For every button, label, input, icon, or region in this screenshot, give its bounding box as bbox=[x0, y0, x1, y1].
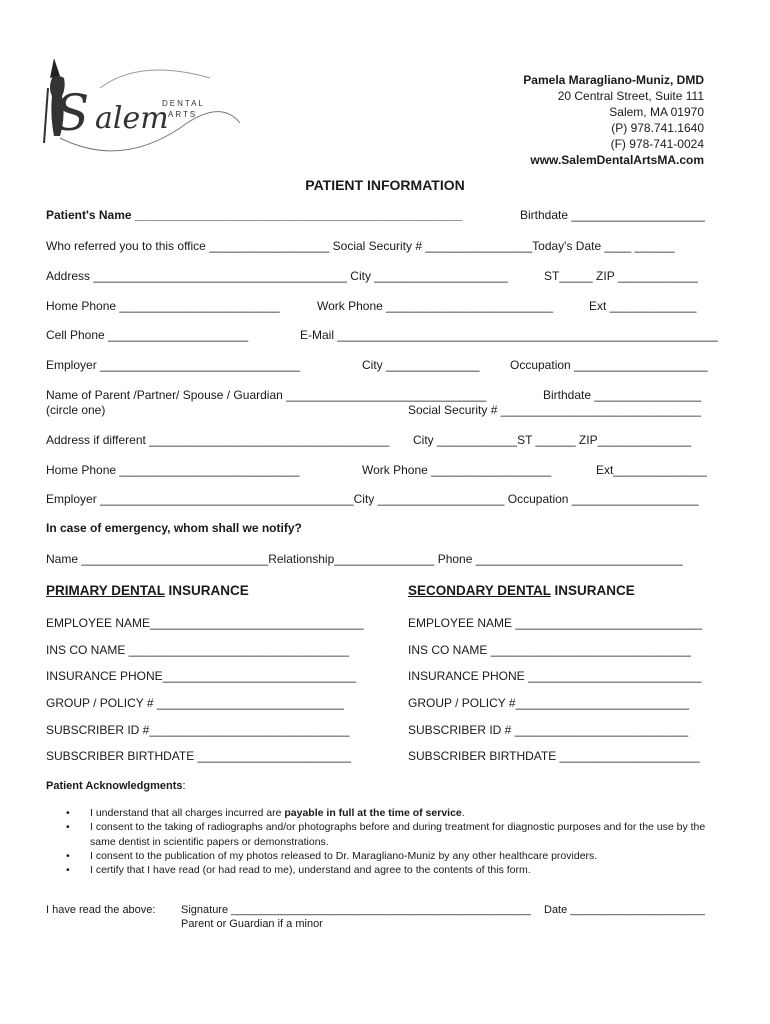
cell-phone-field[interactable]: Cell Phone _____________________ bbox=[46, 328, 249, 342]
employer-city-field[interactable]: City ______________ bbox=[362, 358, 480, 372]
acknowledgments-list bbox=[48, 806, 728, 877]
acknowledgment-item: • I consent to the taking of radiographs and/or photographs before and during treatment for diagnostic purposes and for the use by the same dentist in scientific papers or demonstrations. bbox=[48, 820, 728, 849]
acknowledgment-item: • I consent to the publication of my photos released to Dr. Maragliano-Muniz by any other healthcare providers. bbox=[48, 849, 728, 863]
guardian-ssn-field[interactable]: Social Security # ______________________________ bbox=[408, 403, 701, 417]
secondary-subscriber-birthdate-field[interactable]: SUBSCRIBER BIRTHDATE _____________________ bbox=[408, 749, 700, 763]
practice-contact-block bbox=[523, 72, 704, 168]
secondary-group-policy-field[interactable]: GROUP / POLICY #__________________________ bbox=[408, 696, 690, 710]
secondary-ins-co-name-field[interactable]: INS CO NAME ______________________________ bbox=[408, 643, 691, 657]
acknowledgments-heading: Patient Acknowledgments: bbox=[46, 780, 186, 792]
secondary-subscriber-id-field[interactable]: SUBSCRIBER ID # __________________________ bbox=[408, 723, 689, 737]
primary-ins-co-name-field[interactable]: INS CO NAME _________________________________ bbox=[46, 643, 349, 657]
primary-group-policy-field[interactable]: GROUP / POLICY # ____________________________ bbox=[46, 696, 344, 710]
doctor-name: Pamela Maragliano-Muniz, DMD bbox=[523, 73, 704, 87]
guardian-birthdate-field[interactable]: Birthdate ________________ bbox=[543, 388, 702, 402]
state-zip-field[interactable]: ST_____ ZIP ____________ bbox=[544, 269, 698, 283]
signature-date-field[interactable]: Date ______________________ bbox=[544, 904, 705, 916]
ext-field[interactable]: Ext _____________ bbox=[589, 299, 697, 313]
svg-text:ARTS: ARTS bbox=[168, 110, 198, 119]
guardian-home-phone-field[interactable]: Home Phone ___________________________ bbox=[46, 463, 300, 477]
primary-insurance-phone-field[interactable]: INSURANCE PHONE_____________________________ bbox=[46, 669, 357, 683]
primary-employee-name-field[interactable]: EMPLOYEE NAME________________________________ bbox=[46, 616, 364, 630]
work-phone-field[interactable]: Work Phone _________________________ bbox=[317, 299, 553, 313]
alt-city-state-zip-field[interactable]: City ____________ST ______ ZIP______________ bbox=[413, 433, 692, 447]
form-title: PATIENT INFORMATION bbox=[305, 177, 465, 193]
svg-text:S: S bbox=[55, 84, 90, 142]
guardian-ext-field[interactable]: Ext______________ bbox=[596, 463, 707, 477]
guardian-note: Parent or Guardian if a minor bbox=[181, 918, 323, 930]
address-if-different-field[interactable]: Address if different ____________________________________ bbox=[46, 433, 390, 447]
secondary-employee-name-field[interactable]: EMPLOYEE NAME ____________________________ bbox=[408, 616, 703, 630]
read-above-label: I have read the above: bbox=[46, 904, 156, 916]
home-phone-field[interactable]: Home Phone ________________________ bbox=[46, 299, 280, 313]
salem-dental-arts-logo bbox=[40, 48, 240, 153]
primary-insurance-heading: PRIMARY DENTAL INSURANCE bbox=[46, 583, 249, 598]
street-address: 20 Central Street, Suite 111 bbox=[557, 89, 704, 103]
phone-number: (P) 978.741.1640 bbox=[611, 121, 704, 135]
address-city-field[interactable]: Address ______________________________________ City ____________________ bbox=[46, 269, 508, 283]
employer-field[interactable]: Employer ______________________________ bbox=[46, 358, 301, 372]
fax-number: (F) 978-741-0024 bbox=[610, 137, 704, 151]
city-state-zip: Salem, MA 01970 bbox=[609, 105, 704, 119]
email-field[interactable]: E-Mail _________________________________________________________ bbox=[300, 328, 718, 342]
guardian-employer-row[interactable]: Employer ______________________________________City ___________________ Occupation ___________________ bbox=[46, 492, 699, 506]
circle-one-note: (circle one) bbox=[46, 403, 106, 417]
patient-name-field[interactable]: Patient's Name _________________________________________________ bbox=[46, 208, 462, 222]
acknowledgment-item: • I understand that all charges incurred are payable in full at the time of service. bbox=[48, 806, 728, 820]
occupation-field[interactable]: Occupation ____________________ bbox=[510, 358, 708, 372]
guardian-name-field[interactable]: Name of Parent /Partner/ Spouse / Guardian ______________________________ bbox=[46, 388, 487, 402]
referral-ssn-date-row[interactable]: Who referred you to this office __________________ Social Security # ________________Today's Date ____ ______ bbox=[46, 239, 675, 253]
svg-text:alem: alem bbox=[95, 101, 169, 136]
guardian-work-phone-field[interactable]: Work Phone __________________ bbox=[362, 463, 552, 477]
acknowledgment-item: • I certify that I have read (or had read to me), understand and agree to the contents of this form. bbox=[48, 863, 728, 877]
svg-text:DENTAL: DENTAL bbox=[162, 99, 205, 108]
emergency-contact-row[interactable]: Name ____________________________Relationship_______________ Phone _______________________________ bbox=[46, 552, 683, 566]
website-link[interactable]: www.SalemDentalArtsMA.com bbox=[530, 153, 704, 167]
secondary-insurance-phone-field[interactable]: INSURANCE PHONE __________________________ bbox=[408, 669, 702, 683]
emergency-heading: In case of emergency, whom shall we notify? bbox=[46, 521, 302, 535]
logo-graphic bbox=[40, 48, 240, 153]
signature-field[interactable]: Signature _________________________________________________ bbox=[181, 904, 531, 916]
secondary-insurance-heading: SECONDARY DENTAL INSURANCE bbox=[408, 583, 635, 598]
patient-birthdate-field[interactable]: Birthdate ____________________ bbox=[520, 208, 705, 222]
primary-subscriber-id-field[interactable]: SUBSCRIBER ID #______________________________ bbox=[46, 723, 350, 737]
primary-subscriber-birthdate-field[interactable]: SUBSCRIBER BIRTHDATE _______________________ bbox=[46, 749, 352, 763]
